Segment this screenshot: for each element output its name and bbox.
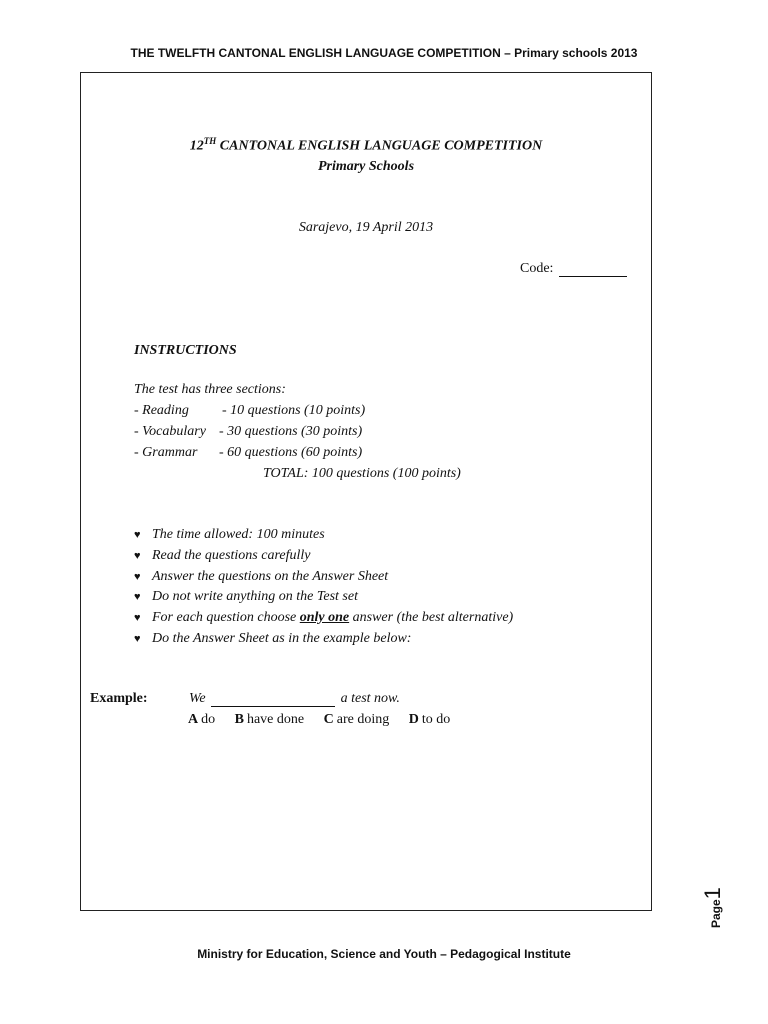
bullet-choose-emphasis: only one [299, 610, 350, 625]
competition-subtitle: Primary Schools [317, 159, 415, 174]
option-text: have done [246, 712, 305, 727]
option-letter: C [323, 712, 334, 727]
bullet-item [134, 631, 411, 647]
section-reading-detail: - 10 questions (10 points) [222, 403, 366, 418]
bullet-item [134, 548, 311, 564]
heart-bullet-icon: ♥ [134, 529, 141, 541]
bullet-text: Read the questions carefully [152, 548, 311, 563]
page-header: THE TWELFTH CANTONAL ENGLISH LANGUAGE COMPETITION – Primary schools 2013 [130, 46, 638, 60]
bullet-text: Do not write anything on the Test set [152, 589, 358, 604]
option-c [324, 712, 390, 728]
code-label: Code: [520, 261, 554, 276]
bullet-text: The time allowed: 100 minutes [152, 527, 325, 542]
example-blank-line [211, 692, 335, 707]
heart-bullet-icon: ♥ [134, 571, 141, 583]
competition-title [80, 136, 652, 155]
page-word: Page [709, 899, 723, 928]
bullet-text [152, 610, 513, 625]
bullet-item [134, 527, 325, 543]
page-number-rotated [700, 887, 726, 928]
heart-bullet-icon: ♥ [134, 550, 141, 562]
section-reading-name: - Reading [134, 403, 189, 418]
total-line: TOTAL: 100 questions (100 points) [263, 466, 461, 481]
code-blank-line [559, 262, 627, 277]
title-rest: CANTONAL ENGLISH LANGUAGE COMPETITION [216, 138, 543, 154]
section-vocabulary-detail: - 30 questions (30 points) [219, 424, 363, 439]
page-number: 1 [700, 887, 725, 900]
option-text: are doing [336, 712, 390, 727]
competition-date: Sarajevo, 19 April 2013 [298, 220, 434, 235]
heart-bullet-icon: ♥ [134, 591, 141, 603]
bullet-choose-before: For each question choose [152, 610, 300, 625]
title-number: 12 [189, 138, 204, 154]
section-grammar-detail: - 60 questions (60 points) [219, 445, 363, 460]
option-letter: A [188, 712, 199, 727]
heart-bullet-icon: ♥ [134, 633, 141, 645]
page-footer: Ministry for Education, Science and Youth – Pedagogical Institute [197, 947, 571, 961]
option-b [235, 712, 305, 728]
option-d [409, 712, 451, 728]
example-sentence [189, 691, 400, 707]
title-superscript: TH [203, 136, 217, 146]
bullet-text: Do the Answer Sheet as in the example below: [152, 631, 412, 646]
bullet-item [134, 569, 388, 585]
option-letter: B [234, 712, 244, 727]
instructions-heading: INSTRUCTIONS [134, 343, 237, 358]
bullet-item [134, 610, 513, 626]
document-frame [80, 72, 652, 911]
bullet-text: Answer the questions on the Answer Sheet [152, 569, 389, 584]
code-field [520, 261, 627, 277]
heart-bullet-icon: ♥ [134, 612, 141, 624]
example-options [188, 712, 466, 728]
bullet-item [134, 589, 358, 605]
option-a [188, 712, 215, 728]
example-after: a test now. [340, 691, 400, 706]
example-label: Example: [90, 691, 148, 706]
option-letter: D [408, 712, 419, 727]
page-number-label [700, 880, 730, 928]
bullet-choose-after: answer (the best alternative) [349, 610, 514, 625]
section-grammar-name: - Grammar [134, 445, 198, 460]
example-before: We [189, 691, 206, 706]
option-text: do [201, 712, 216, 727]
section-vocabulary-name: - Vocabulary [134, 424, 206, 439]
sections-intro: The test has three sections: [134, 382, 286, 397]
option-text: to do [421, 712, 451, 727]
